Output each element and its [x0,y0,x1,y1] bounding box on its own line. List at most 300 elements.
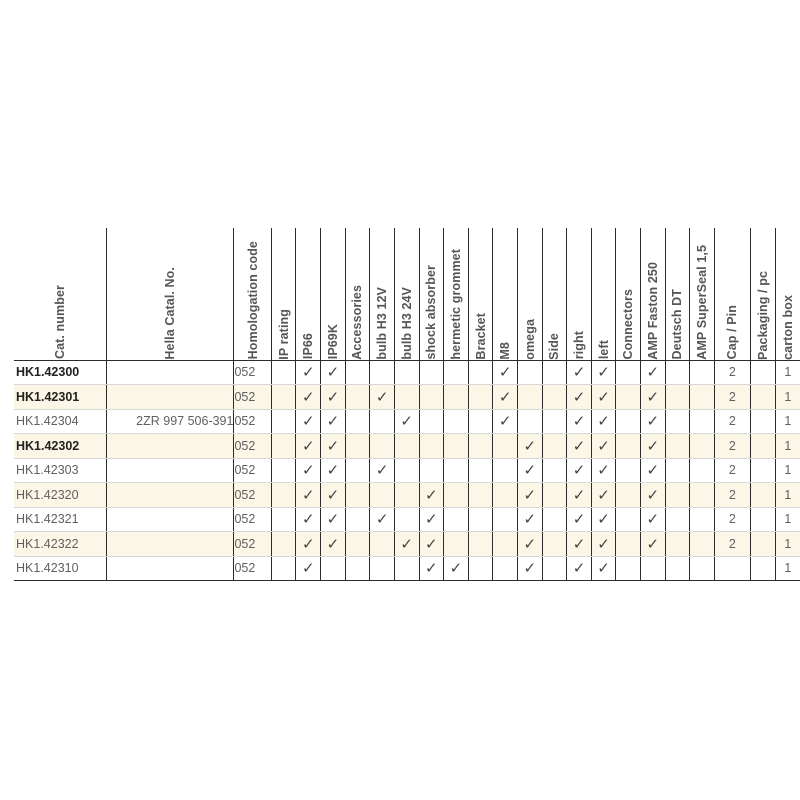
cell-omega [517,409,542,434]
cell-h3_24 [394,385,419,410]
cell-acc [345,556,370,581]
cell-ip69k [321,434,346,459]
cell-m8 [493,385,518,410]
cell-side [542,556,567,581]
cell-shock [419,385,444,410]
column-header-conn [616,228,641,360]
cell-deutsch [665,483,690,508]
cell-deutsch [665,507,690,532]
cell-pack [750,434,775,459]
column-header-label: IP69K [325,324,340,360]
check-icon: ✓ [375,510,389,529]
cell-m8 [493,458,518,483]
cell-side [542,385,567,410]
cell-h3_12 [370,360,395,385]
cat-number-cell: HK1.42320 [14,483,107,508]
check-icon: ✓ [597,436,610,455]
cat-number-cell: HK1.42301 [14,385,107,410]
cap-pin-cell: 2 [714,507,750,532]
cell-left [591,458,616,483]
hella-catalog-cell [107,556,234,581]
product-spec-table [14,228,800,581]
cell-faston [641,434,666,459]
cell-m8 [493,360,518,385]
cell-conn [616,434,641,459]
check-icon: ✓ [572,461,586,480]
check-icon: ✓ [572,510,586,529]
cell-faston [641,458,666,483]
cell-m8 [493,507,518,532]
column-header-label: AMP SuperSeal 1,5 [695,244,710,360]
cell-right [567,434,592,459]
cell-ip [271,556,296,581]
check-icon: ✓ [301,412,315,431]
check-icon: ✓ [597,510,610,529]
cell-shock [419,483,444,508]
cell-deutsch [665,556,690,581]
check-icon: ✓ [301,485,315,504]
cell-left [591,483,616,508]
cap-pin-cell: 2 [714,409,750,434]
cell-h3_12 [370,532,395,557]
cell-deutsch [665,458,690,483]
check-icon: ✓ [326,534,340,553]
cell-ip [271,483,296,508]
cell-pack [750,385,775,410]
cap-pin-cell: 2 [714,532,750,557]
homologation-cell: 052 [234,434,271,459]
check-icon: ✓ [301,534,315,553]
column-header-label: bulb H3 12V [375,286,390,360]
hella-catalog-cell [107,434,234,459]
cell-faston [641,385,666,410]
column-header-carton [775,228,800,360]
table-row [14,385,800,410]
check-icon: ✓ [523,485,537,504]
cell-side [542,434,567,459]
check-icon: ✓ [597,534,610,553]
cell-h3_12 [370,507,395,532]
check-icon: ✓ [572,387,586,406]
check-icon: ✓ [523,510,537,529]
cell-ip [271,434,296,459]
homologation-cell: 052 [234,409,271,434]
cell-ip69k [321,532,346,557]
check-icon: ✓ [646,436,660,455]
cell-acc [345,385,370,410]
cell-omega [517,385,542,410]
cell-pack [750,360,775,385]
cell-ip [271,458,296,483]
cell-grommet [444,458,469,483]
cell-acc [345,434,370,459]
cell-deutsch [665,360,690,385]
column-header-m8 [493,228,518,360]
cell-side [542,532,567,557]
cell-m8 [493,483,518,508]
cell-pack [750,532,775,557]
cell-faston [641,507,666,532]
cell-h3_12 [370,385,395,410]
hella-catalog-cell [107,532,234,557]
cell-pack [750,409,775,434]
cell-right [567,458,592,483]
cat-number-cell: HK1.42300 [14,360,107,385]
cell-superseal [690,556,715,581]
cell-superseal [690,385,715,410]
column-header-bracket [468,228,493,360]
cap-pin-cell: 2 [714,434,750,459]
column-header-ip [271,228,296,360]
check-icon: ✓ [646,485,660,504]
cell-bracket [468,483,493,508]
cell-m8 [493,556,518,581]
column-header-label: left [596,340,611,360]
cell-bracket [468,458,493,483]
cell-left [591,556,616,581]
check-icon: ✓ [326,461,340,480]
cell-ip69k [321,385,346,410]
carton-box-cell: 1 [775,385,800,410]
cell-h3_24 [394,434,419,459]
check-icon: ✓ [326,412,340,431]
cell-ip [271,507,296,532]
cell-h3_12 [370,556,395,581]
cell-omega [517,483,542,508]
cell-ip69k [321,483,346,508]
cap-pin-cell: 2 [714,458,750,483]
cell-grommet [444,507,469,532]
homologation-cell: 052 [234,483,271,508]
cell-right [567,385,592,410]
cell-ip [271,409,296,434]
cell-conn [616,483,641,508]
cell-side [542,409,567,434]
cell-ip [271,532,296,557]
check-icon: ✓ [326,436,340,455]
check-icon: ✓ [572,534,586,553]
cell-right [567,360,592,385]
cell-m8 [493,532,518,557]
cell-superseal [690,458,715,483]
check-icon: ✓ [572,412,586,431]
carton-box-cell: 1 [775,360,800,385]
check-icon: ✓ [375,461,389,480]
column-header-ip69k [321,228,346,360]
cell-right [567,532,592,557]
homologation-cell: 052 [234,360,271,385]
header-row [14,228,800,360]
hella-catalog-cell [107,507,234,532]
cell-ip66 [296,483,321,508]
column-header-label: Deutsch DT [670,289,685,360]
cell-right [567,483,592,508]
cell-h3_24 [394,507,419,532]
carton-box-cell: 1 [775,409,800,434]
cell-acc [345,483,370,508]
cell-grommet [444,556,469,581]
cell-m8 [493,409,518,434]
cell-left [591,532,616,557]
cell-ip69k [321,556,346,581]
cell-conn [616,458,641,483]
cell-superseal [690,434,715,459]
check-icon: ✓ [597,559,610,578]
cell-ip66 [296,507,321,532]
column-header-label: Connectors [621,289,636,360]
cell-h3_24 [394,458,419,483]
column-header-label: Bracket [473,312,488,360]
cell-m8 [493,434,518,459]
column-header-label: Side [547,332,562,360]
check-icon: ✓ [425,559,438,578]
cell-omega [517,556,542,581]
cell-superseal [690,360,715,385]
cell-bracket [468,556,493,581]
cell-ip66 [296,532,321,557]
carton-box-cell: 1 [775,458,800,483]
check-icon: ✓ [597,485,610,504]
cell-left [591,434,616,459]
cell-ip66 [296,434,321,459]
cell-bracket [468,360,493,385]
cell-left [591,385,616,410]
cell-conn [616,385,641,410]
cell-right [567,507,592,532]
column-header-superseal [690,228,715,360]
cell-acc [345,532,370,557]
cell-faston [641,532,666,557]
cell-ip66 [296,409,321,434]
cell-acc [345,458,370,483]
cell-grommet [444,532,469,557]
cell-grommet [444,385,469,410]
check-icon: ✓ [449,559,463,578]
check-icon: ✓ [326,485,340,504]
carton-box-cell: 1 [775,483,800,508]
homologation-cell: 052 [234,532,271,557]
cell-bracket [468,434,493,459]
column-header-homol [234,228,271,360]
cap-pin-cell: 2 [714,385,750,410]
cell-grommet [444,434,469,459]
cell-ip69k [321,409,346,434]
cat-number-cell: HK1.42321 [14,507,107,532]
check-icon: ✓ [425,534,438,553]
table-row [14,532,800,557]
cell-superseal [690,532,715,557]
check-icon: ✓ [523,461,537,480]
column-header-label: AMP Faston 250 [645,261,660,360]
cell-h3_12 [370,483,395,508]
cell-omega [517,434,542,459]
cell-superseal [690,409,715,434]
check-icon: ✓ [646,412,660,431]
column-header-cat [14,228,107,360]
cell-ip66 [296,385,321,410]
cell-omega [517,532,542,557]
check-icon: ✓ [326,387,340,406]
check-icon: ✓ [425,485,438,504]
check-icon: ✓ [425,510,438,529]
cell-grommet [444,483,469,508]
cell-deutsch [665,434,690,459]
check-icon: ✓ [597,387,610,406]
cap-pin-cell: 2 [714,483,750,508]
check-icon: ✓ [301,363,315,382]
check-icon: ✓ [646,461,660,480]
check-icon: ✓ [523,534,537,553]
cell-superseal [690,483,715,508]
check-icon: ✓ [301,559,315,578]
cell-pack [750,483,775,508]
column-header-shock [419,228,444,360]
column-header-label: Homologation code [245,241,260,360]
check-icon: ✓ [400,534,413,553]
cell-faston [641,409,666,434]
cell-deutsch [665,532,690,557]
cell-bracket [468,532,493,557]
carton-box-cell: 1 [775,532,800,557]
check-icon: ✓ [301,510,315,529]
check-icon: ✓ [646,363,660,382]
check-icon: ✓ [572,485,586,504]
column-header-label: shock absorber [424,265,439,360]
column-header-label: M8 [498,341,513,360]
column-header-cap [714,228,750,360]
check-icon: ✓ [326,510,340,529]
column-header-omega [517,228,542,360]
cell-side [542,360,567,385]
hella-catalog-cell [107,385,234,410]
check-icon: ✓ [572,436,586,455]
check-icon: ✓ [498,387,512,406]
check-icon: ✓ [523,436,537,455]
check-icon: ✓ [572,363,586,382]
column-header-ip66 [296,228,321,360]
check-icon: ✓ [301,387,315,406]
cell-right [567,556,592,581]
cat-number-cell: HK1.42322 [14,532,107,557]
hella-catalog-cell [107,483,234,508]
cap-pin-cell [714,556,750,581]
table-row [14,434,800,459]
column-header-label: hermetic grommet [448,248,463,360]
column-header-label: IP66 [301,333,316,360]
cell-grommet [444,360,469,385]
cell-faston [641,556,666,581]
cell-h3_12 [370,458,395,483]
cell-deutsch [665,385,690,410]
cell-conn [616,409,641,434]
table-row [14,409,800,434]
cell-conn [616,507,641,532]
column-header-pack [750,228,775,360]
cell-pack [750,458,775,483]
cell-left [591,409,616,434]
cat-number-cell: HK1.42310 [14,556,107,581]
cell-pack [750,556,775,581]
cell-side [542,483,567,508]
cell-ip66 [296,458,321,483]
cell-side [542,458,567,483]
column-header-deutsch [665,228,690,360]
column-header-right [567,228,592,360]
column-header-left [591,228,616,360]
check-icon: ✓ [301,461,315,480]
homologation-cell: 052 [234,507,271,532]
cell-left [591,507,616,532]
table-row [14,556,800,581]
check-icon: ✓ [326,363,340,382]
cell-acc [345,360,370,385]
check-icon: ✓ [646,387,660,406]
cell-conn [616,532,641,557]
carton-box-cell: 1 [775,556,800,581]
column-header-label: Packaging / pc [755,270,770,360]
cell-ip [271,385,296,410]
table-row [14,483,800,508]
cell-h3_24 [394,409,419,434]
homologation-cell: 052 [234,385,271,410]
cell-h3_24 [394,532,419,557]
column-header-h3_12 [370,228,395,360]
cell-faston [641,483,666,508]
column-header-label: carton box [780,294,795,360]
cell-omega [517,507,542,532]
check-icon: ✓ [646,510,660,529]
homologation-cell: 052 [234,556,271,581]
cell-left [591,360,616,385]
check-icon: ✓ [498,363,512,382]
cell-ip66 [296,556,321,581]
cell-ip [271,360,296,385]
cell-acc [345,409,370,434]
column-header-side [542,228,567,360]
column-header-label: Hella Catal. No. [163,266,178,360]
cell-shock [419,409,444,434]
cell-h3_24 [394,483,419,508]
cell-omega [517,458,542,483]
cell-bracket [468,385,493,410]
check-icon: ✓ [646,534,660,553]
cell-conn [616,556,641,581]
table-row [14,458,800,483]
hella-catalog-cell [107,458,234,483]
column-header-label: Accessories [350,284,365,360]
column-header-label: right [571,331,586,360]
cell-deutsch [665,409,690,434]
cell-omega [517,360,542,385]
homologation-cell: 052 [234,458,271,483]
cat-number-cell: HK1.42302 [14,434,107,459]
cell-shock [419,507,444,532]
cell-h3_24 [394,556,419,581]
column-header-label: IP rating [276,308,291,360]
check-icon: ✓ [597,363,610,382]
cell-pack [750,507,775,532]
cell-faston [641,360,666,385]
column-header-label: omega [522,318,537,360]
cell-shock [419,434,444,459]
carton-box-cell: 1 [775,434,800,459]
column-header-label: bulb H3 24V [399,286,414,360]
cell-side [542,507,567,532]
cell-right [567,409,592,434]
cell-bracket [468,409,493,434]
cell-shock [419,360,444,385]
table-row [14,360,800,385]
